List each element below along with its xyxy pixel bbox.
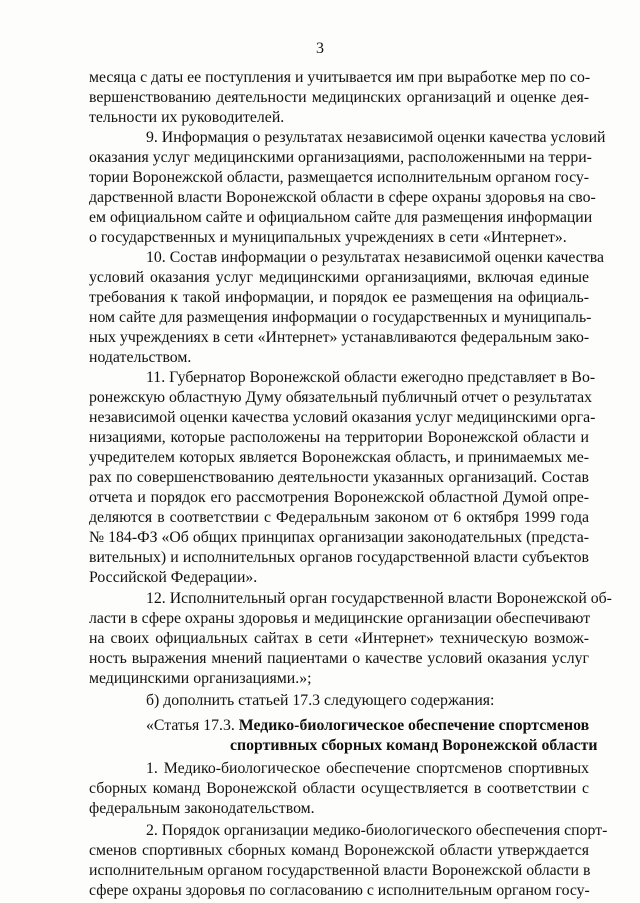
article-number: «Статья 17.3. — [146, 717, 239, 734]
text-line: Российской Федерации». — [89, 569, 258, 586]
text-line: нодательством. — [89, 349, 192, 366]
text-line: низациями, которые расположены на территории Воронежской области и — [89, 429, 589, 446]
text-line: дарственной власти Воронежской области в сфере охраны здоровья на сво- — [89, 189, 596, 206]
text-line: ласти в сфере охраны здоровья и медицинские организации обеспечивают — [89, 610, 591, 627]
text-line: тории Воронежской области, размещается исполнительным органом госу- — [89, 169, 590, 186]
text-line: 9. Информация о результатах независимой оценки качества условий — [146, 129, 606, 146]
text-line: ем официальном сайте и официальном сайте для размещения информации — [89, 209, 593, 226]
text-line: учредителем которых является Воронежская область, и принимаемых ме- — [89, 449, 589, 466]
text-line: независимой оценки качества условий оказания услуг медицинскими орга- — [89, 409, 596, 426]
text-line: сменов спортивных сборных команд Воронежской области утверждается — [89, 842, 589, 859]
text-line: 10. Состав информации о результатах независимой оценки качества — [146, 249, 604, 266]
text-line: медицинскими организациями.»; — [89, 670, 312, 687]
article-heading — [146, 716, 606, 736]
text-line: б) дополнить статьей 17.3 следующего содержания: — [146, 692, 495, 709]
text-line: ность выражения мнений пациентами о качестве условий оказания услуг — [89, 650, 589, 667]
text-line: федеральным законодательством. — [89, 800, 315, 817]
text-line: рах по совершенствованию деятельности указанных организаций. Состав — [89, 469, 589, 486]
text-line: оказания услуг медицинскими организациями, расположенными на терри- — [89, 149, 592, 166]
text-line: вершенствованию деятельности медицинских организаций и оценке дея- — [89, 89, 589, 106]
text-line: 1. Медико-биологическое обеспечение спортсменов спортивных — [146, 760, 589, 777]
text-line: месяца с даты ее поступления и учитывается им при выработке мер по со- — [89, 69, 591, 86]
text-line: ном сайте для размещения информации о государственных и муниципаль- — [89, 309, 592, 326]
text-line: тельности их руководителей. — [89, 109, 285, 126]
text-line: на своих официальных сайтах в сети «Интернет» техническую возмож- — [89, 630, 589, 647]
page-number: 3 — [316, 40, 324, 57]
text-line: 2. Порядок организации медико-биологического обеспечения спорт- — [146, 822, 608, 839]
article-heading-line-2: спортивных сборных команд Воронежской области — [230, 737, 598, 754]
text-line: исполнительным органом государственной власти Воронежской области в — [89, 862, 591, 879]
text-line: 12. Исполнительный орган государственной власти Воронежской об- — [146, 590, 612, 607]
text-line: № 184-ФЗ «Об общих принципах организации законодательных (предста- — [89, 529, 589, 546]
text-line: сфере охраны здоровья по согласованию с исполнительным органом госу- — [89, 882, 590, 899]
text-line: деляются в соответствии с Федеральным законом от 6 октября 1999 года — [89, 509, 589, 526]
text-line: отчета и порядок его рассмотрения Воронежской областной Думой опре- — [89, 489, 589, 506]
text-line: 11. Губернатор Воронежской области ежегодно представляет в Во- — [146, 369, 596, 386]
text-line: о государственных и муниципальных учреждениях в сети «Интернет». — [89, 229, 567, 246]
text-line: ронежскую областную Думу обязательный публичный отчет о результатах — [89, 389, 593, 406]
text-line: ных учреждениях в сети «Интернет» устанавливаются федеральным зако- — [89, 329, 590, 346]
text-line: условий оказания услуг медицинскими организациями, включая единые — [89, 269, 589, 286]
text-line: сборных команд Воронежской области осуществляется в соответствии с — [89, 780, 589, 797]
text-line: вительных) и исполнительных органов государственной власти субъектов — [89, 549, 589, 566]
article-title: Медико-биологическое обеспечение спортсменов — [238, 717, 590, 734]
text-line: требования к такой информации, и порядок ее размещения на официаль- — [89, 289, 589, 306]
